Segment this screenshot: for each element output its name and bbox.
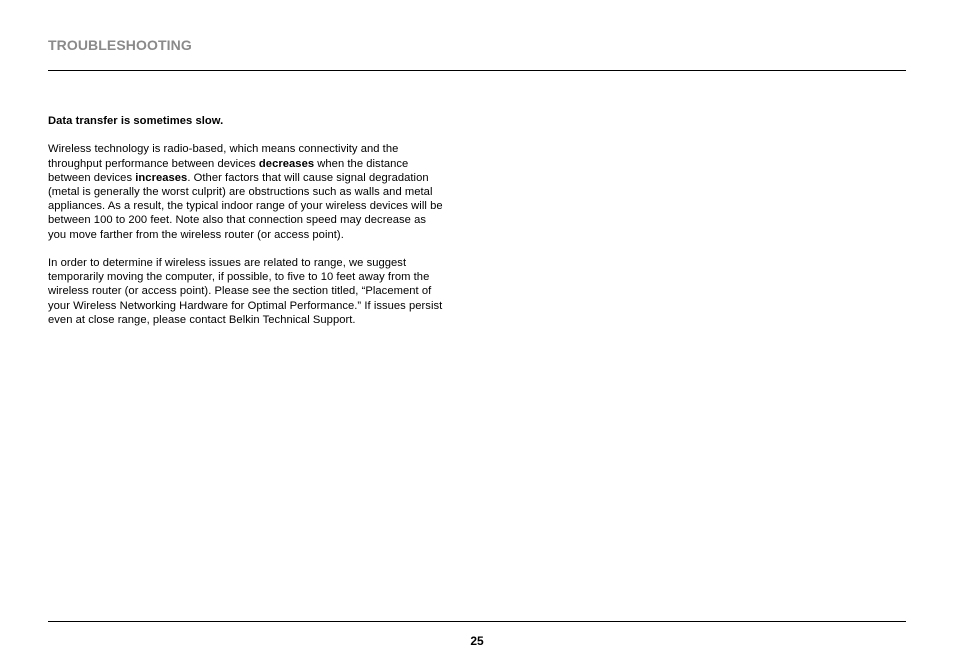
paragraph-1-text-a: Wireless technology is radio-based, which means connectivity and the throughput performance between devices	[48, 143, 399, 170]
paragraph-1-text-b: when the distance between devices	[48, 157, 409, 184]
header-divider	[48, 70, 906, 71]
paragraph-1-text-c: . Other factors that will cause signal degradation (metal is generally the worst culprit) are obstructions such as walls and metal appliances. As a result, the typical indoor range of your wireless devices will be between 100 to 200 feet. Note also that connection speed may decrease as you move farther from the wireless router (or access point).	[48, 171, 443, 241]
body-paragraph-2: In order to determine if wireless issues are related to range, we suggest temporarily moving the computer, if possible, to five to 10 feet away from the wireless router (or access point). Please see the section titled, “Placement of your Wireless Networking Hardware for Optimal Performance.” If issues persist even at close range, please contact Belkin Technical Support.	[48, 257, 443, 326]
section-title: TROUBLESHOOTING	[48, 37, 192, 53]
main-content	[48, 114, 443, 341]
emphasis-increases: increases	[135, 171, 188, 184]
page-number: 25	[470, 634, 484, 648]
topic-heading: Data transfer is sometimes slow.	[48, 115, 224, 127]
body-paragraph-1	[48, 142, 443, 241]
emphasis-decreases: decreases	[258, 157, 315, 170]
footer-divider	[48, 621, 906, 622]
